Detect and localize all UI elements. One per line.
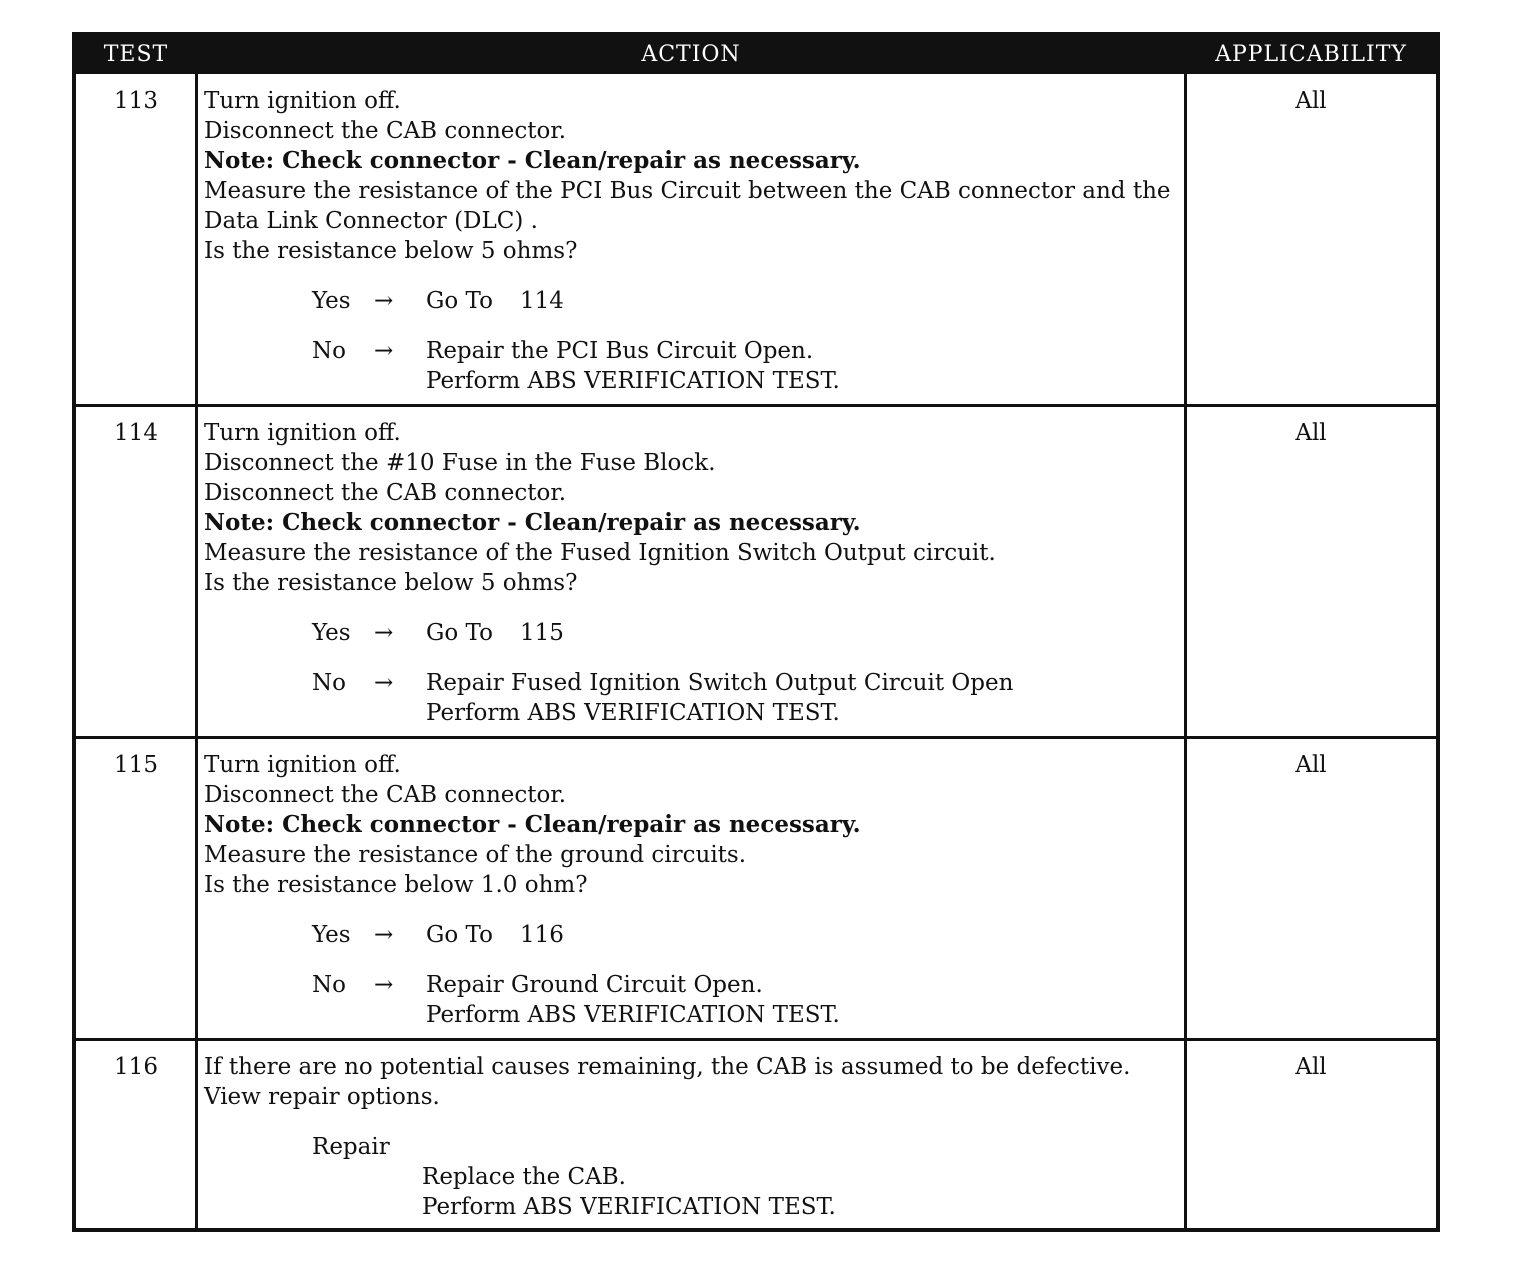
no-label: No xyxy=(312,338,346,364)
action-line: If there are no potential causes remaining, the CAB is assumed to be defective. xyxy=(204,1054,1131,1080)
action-line: Is the resistance below 5 ohms? xyxy=(204,238,578,264)
header-action: ACTION xyxy=(641,42,741,67)
action-line: Disconnect the CAB connector. xyxy=(204,480,567,506)
action-line: Measure the resistance of the Fused Ignition Switch Output circuit. xyxy=(204,540,996,566)
yes-option xyxy=(204,618,1194,648)
action-line: Turn ignition off. xyxy=(204,420,401,446)
no-label: No xyxy=(312,972,346,998)
right-arrow-icon: → xyxy=(374,972,394,998)
diagnostic-test-table xyxy=(72,32,1440,1232)
row-divider xyxy=(76,736,1436,739)
action-line: Disconnect the CAB connector. xyxy=(204,118,567,144)
action-cell xyxy=(204,1052,1194,1222)
goto-target[interactable]: 114 xyxy=(520,288,564,314)
repair-label-line xyxy=(204,1132,1194,1162)
action-line: View repair options. xyxy=(204,1084,440,1110)
right-arrow-icon: → xyxy=(374,288,394,314)
right-arrow-icon: → xyxy=(374,620,394,646)
action-line: Disconnect the #10 Fuse in the Fuse Block. xyxy=(204,450,716,476)
no-action-text: Repair the PCI Bus Circuit Open. xyxy=(426,338,814,364)
no-action-text: Perform ABS VERIFICATION TEST. xyxy=(426,700,840,726)
action-line: Measure the resistance of the PCI Bus Circuit between the CAB connector and the xyxy=(204,178,1171,204)
no-action-text: Repair Ground Circuit Open. xyxy=(426,972,763,998)
header-test: TEST xyxy=(103,42,169,67)
no-option xyxy=(204,970,1194,1000)
yes-option xyxy=(204,920,1194,950)
action-line: Turn ignition off. xyxy=(204,88,401,114)
header-applicability: APPLICABILITY xyxy=(1215,42,1407,67)
action-note: Note: Check connector - Clean/repair as necessary. xyxy=(204,811,861,838)
action-line: Disconnect the CAB connector. xyxy=(204,782,567,808)
applicability-value: All xyxy=(1295,1054,1327,1080)
goto-target[interactable]: 115 xyxy=(520,620,564,646)
no-option xyxy=(204,668,1194,698)
no-action-text: Repair Fused Ignition Switch Output Circuit Open xyxy=(426,670,1014,696)
action-line: Turn ignition off. xyxy=(204,752,401,778)
test-number: 114 xyxy=(114,420,158,446)
repair-action-text: Perform ABS VERIFICATION TEST. xyxy=(422,1194,836,1220)
applicability-value: All xyxy=(1295,88,1327,114)
action-line: Data Link Connector (DLC) . xyxy=(204,208,538,234)
action-note: Note: Check connector - Clean/repair as necessary. xyxy=(204,147,861,174)
no-action-text: Perform ABS VERIFICATION TEST. xyxy=(426,1002,840,1028)
action-line: Is the resistance below 1.0 ohm? xyxy=(204,872,588,898)
action-note: Note: Check connector - Clean/repair as necessary. xyxy=(204,509,861,536)
row-divider xyxy=(76,1038,1436,1041)
no-option xyxy=(204,336,1194,366)
no-action-text: Perform ABS VERIFICATION TEST. xyxy=(426,368,840,394)
row-divider xyxy=(76,404,1436,407)
action-cell xyxy=(204,750,1194,1030)
action-line: Measure the resistance of the ground circuits. xyxy=(204,842,747,868)
test-number: 115 xyxy=(114,752,158,778)
goto-label: Go To xyxy=(426,620,493,646)
action-cell xyxy=(204,86,1194,396)
yes-label: Yes xyxy=(312,620,351,646)
repair-action-text: Replace the CAB. xyxy=(422,1164,626,1190)
test-number: 113 xyxy=(114,88,158,114)
repair-label: Repair xyxy=(312,1134,390,1160)
yes-label: Yes xyxy=(312,288,351,314)
table-header xyxy=(76,36,1436,74)
goto-label: Go To xyxy=(426,288,493,314)
right-arrow-icon: → xyxy=(374,338,394,364)
goto-target[interactable]: 116 xyxy=(520,922,564,948)
right-arrow-icon: → xyxy=(374,922,394,948)
test-number: 116 xyxy=(114,1054,158,1080)
yes-label: Yes xyxy=(312,922,351,948)
goto-label: Go To xyxy=(426,922,493,948)
applicability-value: All xyxy=(1295,420,1327,446)
yes-option xyxy=(204,286,1194,316)
right-arrow-icon: → xyxy=(374,670,394,696)
action-line: Is the resistance below 5 ohms? xyxy=(204,570,578,596)
applicability-value: All xyxy=(1295,752,1327,778)
no-label: No xyxy=(312,670,346,696)
action-cell xyxy=(204,418,1194,728)
